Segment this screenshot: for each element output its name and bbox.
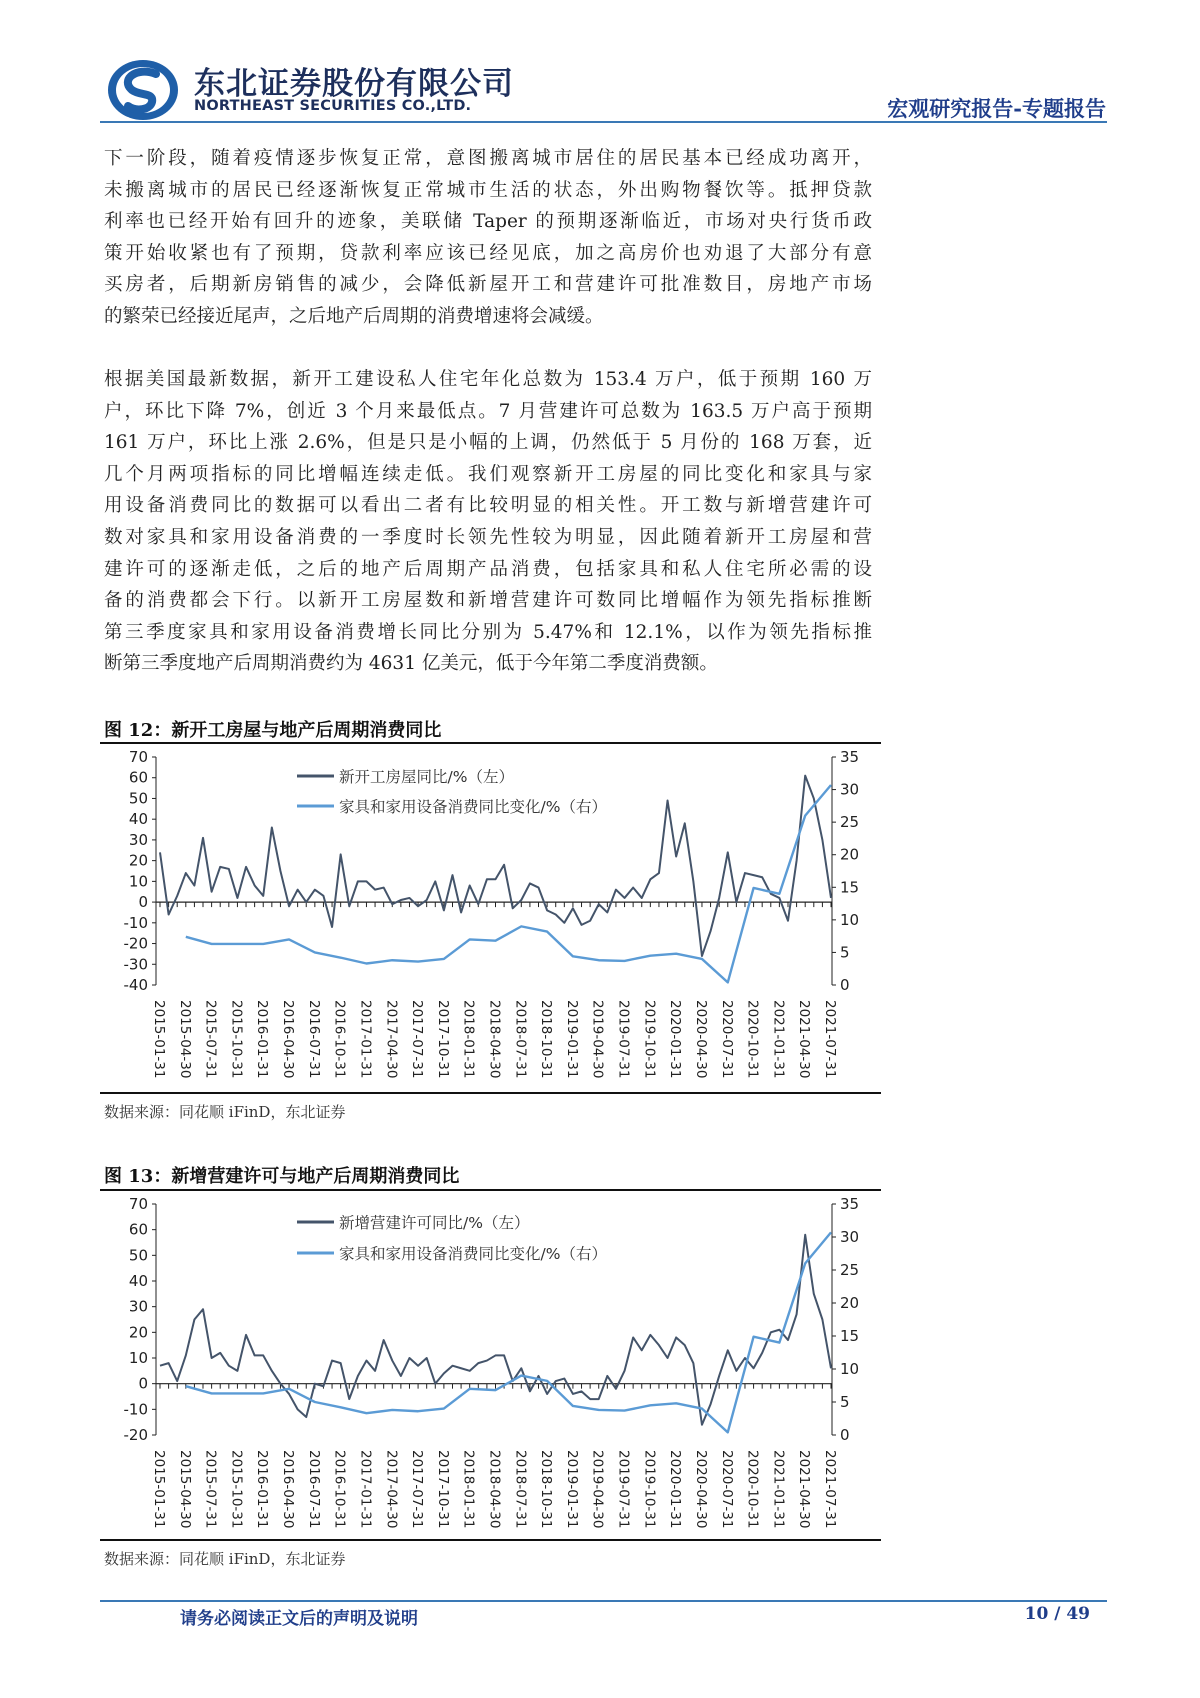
left-y-tick-label: 40 [128,1272,148,1290]
x-tick-label: 2016-10-31 [331,1000,348,1079]
right-y-tick-label: 30 [840,780,860,799]
x-tick-label: 2019-04-30 [589,1450,606,1529]
right-y-tick-label: 20 [840,845,860,864]
series-line-left [160,1235,831,1425]
company-name-cn: 东北证券股份有限公司 [194,66,514,102]
left-y-tick-label: -20 [123,934,148,953]
paragraph-line: 数对家具和家用设备消费的一季度时长领先性较为明显，因此随着新开工房屋和营 [104,526,872,548]
left-y-tick-label: 30 [128,1297,148,1316]
x-tick-label: 2018-04-30 [486,1000,503,1079]
right-y-tick-label: 15 [840,878,860,897]
x-tick-label: 2015-07-31 [202,1450,219,1529]
paragraph-line: 断第三季度地产后周期消费约为 4631 亿美元，低于今年第二季度消费额。 [104,653,718,675]
paragraph-line: 161 万户，环比上涨 2.6%，但是只是小幅的上调，仍然低于 5 月份的 168 万套，近 [104,432,872,454]
paragraph-line: 用设备消费同比的数据可以看出二者有比较明显的相关性。开工数与新增营建许可 [104,495,872,517]
x-tick-label: 2017-10-31 [434,1450,451,1529]
left-y-tick-label: 50 [128,1246,148,1265]
x-tick-label: 2017-01-31 [357,1450,374,1529]
x-tick-label: 2017-10-31 [434,1000,451,1079]
right-y-tick-label: 5 [840,943,850,962]
x-tick-label: 2016-07-31 [305,1000,322,1079]
legend-label: 新开工房屋同比/%（左） [339,768,514,786]
x-tick-label: 2021-04-30 [796,1000,813,1079]
x-tick-label: 2017-01-31 [357,1000,374,1079]
chart-13 [124,1195,860,1528]
left-y-tick-label: 40 [128,810,148,829]
right-y-tick-label: 35 [840,1195,860,1213]
x-tick-label: 2020-10-31 [744,1450,761,1529]
x-tick-label: 2018-10-31 [538,1000,555,1079]
figure-12-title: 图 12：新开工房屋与地产后周期消费同比 [104,720,442,741]
paragraph-line: 第三季度家具和家用设备消费增长同比分别为 5.47%和 12.1%，以作为领先指标推 [104,621,872,643]
left-y-tick-label: -40 [123,976,148,994]
x-tick-label: 2016-01-31 [254,1450,271,1529]
paragraph-line: 策开始收紧也有了预期，贷款利率应该已经见底，加之高房价也劝退了大部分有意 [104,242,872,264]
x-tick-label: 2017-07-31 [409,1450,426,1529]
right-y-tick-label: 35 [840,748,860,766]
figure-13-source: 数据来源：同花顺 iFinD，东北证券 [104,1550,346,1568]
paragraph-line: 户，环比下降 7%，创近 3 个月来最低点。7 月营建许可总数为 163.5 万户高于预期 [104,400,872,422]
left-y-tick-label: 60 [128,768,148,787]
x-tick-label: 2016-04-30 [280,1000,297,1079]
x-tick-label: 2015-04-30 [176,1450,193,1529]
page-number: 10 / 49 [1024,1604,1090,1624]
x-tick-label: 2019-01-31 [563,1000,580,1079]
x-tick-label: 2020-01-31 [667,1450,684,1529]
left-y-tick-label: 50 [128,789,148,808]
x-tick-label: 2018-01-31 [460,1450,477,1529]
x-tick-label: 2020-10-31 [744,1000,761,1079]
paragraph-line: 建许可的逐渐走低，之后的地产后周期产品消费，包括家具和私人住宅所必需的设 [104,558,872,580]
left-y-tick-label: -10 [123,913,148,932]
paragraph-line: 买房者，后期新房销售的减少，会降低新屋开工和营建许可批准数目，房地产市场 [104,274,872,296]
figure-13-title: 图 13：新增营建许可与地产后周期消费同比 [104,1166,460,1187]
x-tick-label: 2016-10-31 [331,1450,348,1529]
x-tick-label: 2018-10-31 [538,1450,555,1529]
paragraph-line: 备的消费都会下行。以新开工房屋数和新增营建许可数同比增幅作为领先指标推断 [104,590,872,612]
chart-12 [124,748,860,1078]
x-tick-label: 2020-04-30 [692,1000,709,1079]
paragraph-line: 几个月两项指标的同比增幅连续走低。我们观察新开工房屋的同比变化和家具与家 [104,463,872,485]
footer-divider [100,1600,1107,1602]
left-y-tick-label: 10 [128,872,148,891]
x-tick-label: 2015-01-31 [151,1450,167,1529]
paragraph-line: 下一阶段，随着疫情逐步恢复正常，意图搬离城市居住的居民基本已经成功离开， [104,148,872,169]
x-tick-label: 2021-01-31 [770,1450,787,1529]
footer-disclaimer: 请务必阅读正文后的声明及说明 [180,1609,418,1629]
x-tick-label: 2017-07-31 [409,1000,426,1079]
right-y-tick-label: 5 [840,1393,850,1411]
x-tick-label: 2015-04-30 [176,1000,193,1079]
left-y-tick-label: -20 [123,1426,148,1444]
x-tick-label: 2019-07-31 [615,1000,632,1079]
x-tick-label: 2018-04-30 [486,1450,503,1529]
x-tick-label: 2019-04-30 [589,1000,606,1079]
x-tick-label: 2020-07-31 [718,1450,735,1529]
paragraph-line: 根据美国最新数据，新开工建设私人住宅年化总数为 153.4 万户，低于预期 160 万 [104,369,872,390]
x-tick-label: 2019-10-31 [641,1450,658,1529]
legend-label: 家具和家用设备消费同比变化/%（右） [339,1245,607,1263]
x-tick-label: 2017-04-30 [383,1450,400,1529]
x-tick-label: 2018-01-31 [460,1000,477,1079]
legend-label: 新增营建许可同比/%（左） [339,1214,530,1232]
left-y-tick-label: 10 [128,1349,148,1367]
right-y-tick-label: 10 [840,1360,860,1378]
x-tick-label: 2019-07-31 [615,1450,632,1529]
paragraph-line: 未搬离城市的居民已经逐渐恢复正常城市生活的状态，外出购物餐饮等。抵押贷款 [104,179,872,201]
x-tick-label: 2018-07-31 [512,1450,529,1529]
left-y-tick-label: 70 [128,748,148,766]
company-name-en: NORTHEAST SECURITIES CO.,LTD. [194,98,472,114]
left-y-tick-label: -30 [123,955,148,974]
x-tick-label: 2015-10-31 [228,1000,245,1079]
right-y-tick-label: 0 [840,1426,850,1444]
x-tick-label: 2017-04-30 [383,1000,400,1079]
left-y-tick-label: 20 [128,1323,148,1342]
x-tick-label: 2020-01-31 [667,1000,684,1079]
left-y-tick-label: 30 [128,830,148,849]
x-tick-label: 2015-07-31 [202,1000,219,1079]
left-y-tick-label: 60 [128,1220,148,1239]
x-tick-label: 2015-01-31 [151,1000,167,1079]
left-y-tick-label: 0 [138,1374,148,1393]
x-tick-label: 2021-07-31 [822,1000,838,1079]
right-y-tick-label: 20 [840,1294,860,1312]
x-tick-label: 2021-04-30 [796,1450,813,1529]
x-tick-label: 2016-01-31 [254,1000,271,1079]
paragraph-line: 的繁荣已经接近尾声，之后地产后周期的消费增速将会减缓。 [104,305,604,327]
paragraph-line: 利率也已经开始有回升的迹象，美联储 Taper 的预期逐渐临近，市场对央行货币政 [104,211,872,233]
x-tick-label: 2019-01-31 [563,1450,580,1529]
right-y-tick-label: 25 [840,813,860,832]
x-tick-label: 2020-04-30 [692,1450,709,1529]
left-y-tick-label: 70 [128,1195,148,1213]
right-y-tick-label: 30 [840,1228,860,1246]
report-type: 宏观研究报告-专题报告 [887,96,1106,121]
right-y-tick-label: 10 [840,910,860,929]
x-tick-label: 2019-10-31 [641,1000,658,1079]
right-y-tick-label: 25 [840,1261,860,1279]
x-tick-label: 2018-07-31 [512,1000,529,1079]
x-tick-label: 2021-07-31 [822,1450,838,1529]
x-tick-label: 2021-01-31 [770,1000,787,1079]
left-y-tick-label: -10 [123,1400,148,1419]
left-y-tick-label: 20 [128,851,148,870]
x-tick-label: 2016-04-30 [280,1450,297,1529]
x-tick-label: 2016-07-31 [305,1450,322,1529]
legend-label: 家具和家用设备消费同比变化/%（右） [339,798,607,816]
right-y-tick-label: 15 [840,1327,860,1345]
x-tick-label: 2015-10-31 [228,1450,245,1529]
left-y-tick-label: 0 [138,893,148,912]
x-tick-label: 2020-07-31 [718,1000,735,1079]
right-y-tick-label: 0 [840,976,850,994]
figure-12-source: 数据来源：同花顺 iFinD，东北证券 [104,1103,346,1121]
